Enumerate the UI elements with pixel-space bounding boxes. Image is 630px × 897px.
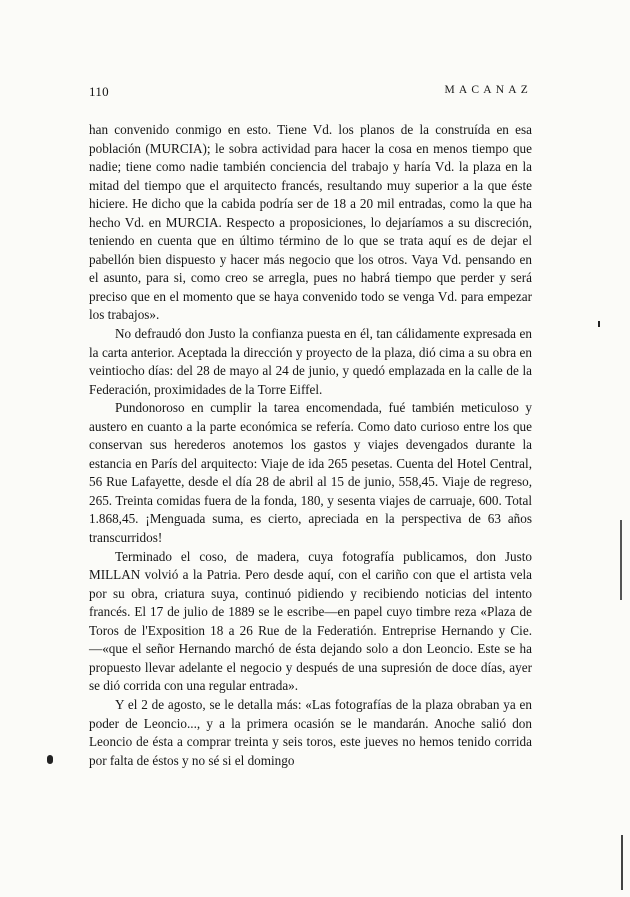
running-head-title: MACANAZ — [444, 84, 532, 96]
paragraph-return: Terminado el coso, de madera, cuya fotografía publicamos, don Justo MILLAN volvió a la Patria. Pero desde aquí, con el cariño con que el artista vela por su obra, criatura suya, continuó pidiendo y recibiendo noticias del intento francés. El 17 de julio de 1889 se le escribe—en papel cuyo timbre reza «Plaza de Toros de l'Exposition 18 a 26 Rue de la Federatión. Entreprise Hernando y Cie.—«que el señor Hernando marchó de ésta dejando solo a don Leoncio. Este se ha propuesto llevar adelante el negocio y después de una supresión de doce días, ayer se dió corrida con una regular entrada». — [89, 548, 532, 694]
page-header — [89, 84, 532, 102]
scan-edge-line — [620, 520, 622, 600]
body-text — [89, 121, 532, 770]
paragraph-construction: No defraudó don Justo la confianza puesta en él, tan cálidamente expresada en la carta anterior. Aceptada la dirección y proyecto de la plaza, dió cima a su obra en veintiocho días: del 28 de mayo al 24 de junio, y quedó emplazada en la calle de la Federación, proximidades de la Torre Eiffel. — [89, 326, 532, 397]
margin-tick-mark — [598, 321, 600, 327]
paragraph-august-letter: Y el 2 de agosto, se le detalla más: «Las fotografías de la plaza obraban ya en poder de Leoncio..., y a la primera ocasión se le mandarán. Anoche salió don Leoncio de ésta a comprar treinta y seis toros, este jueves no hemos tenido corrida por falta de éstos y no sé si el domingo — [89, 696, 532, 768]
margin-bullet-mark — [47, 755, 53, 764]
scan-edge-line — [621, 835, 623, 890]
paragraph-letter-continuation: han convenido conmigo en esto. Tiene Vd. los planos de la construída en esa población (MURCIA); le sobra actividad para hacer la cosa en menos tiempo que nadie; tiene como nadie también conciencia del trabajo y haría Vd. la plaza en la mitad del tiempo que el arquitecto francés, resultando muy superior a la que éste hiciere. He dicho que la cabida podría ser de 18 a 20 mil entradas, como la que ha hecho Vd. en MURCIA. Respecto a proposiciones, lo dejaríamos a su discreción, teniendo en cuenta que en último término de lo que se trata aquí es de dejar el pabellón bien dispuesto y hacer más negocio que los otros. Vaya Vd. pensando en el asunto, para si, como creo se arregla, pues no habrá tiempo que perder y será preciso que en el momento que se haya convenido todo se venga Vd. para empezar los trabajos». — [89, 122, 532, 323]
page-number: 110 — [89, 84, 109, 99]
paragraph-expenses: Pundonoroso en cumplir la tarea encomendada, fué también meticuloso y austero en cuanto a la parte económica se refería. Como dato curioso entre los que conservan sus herederos anotemos los gastos y viajes devengados durante la estancia en París del arquitecto: Viaje de ida 265 pesetas. Cuenta del Hotel Central, 56 Rue Lafayette, desde el día 28 de abril al 15 de junio, 558,45. Viaje de regreso, 265. Treinta comidas fuera de la fonda, 180, y sesenta viajes de carruaje, 600. Total 1.868,45. ¡Menguada suma, es cierto, apreciada en la perspectiva de 63 años transcurridos! — [89, 400, 532, 546]
